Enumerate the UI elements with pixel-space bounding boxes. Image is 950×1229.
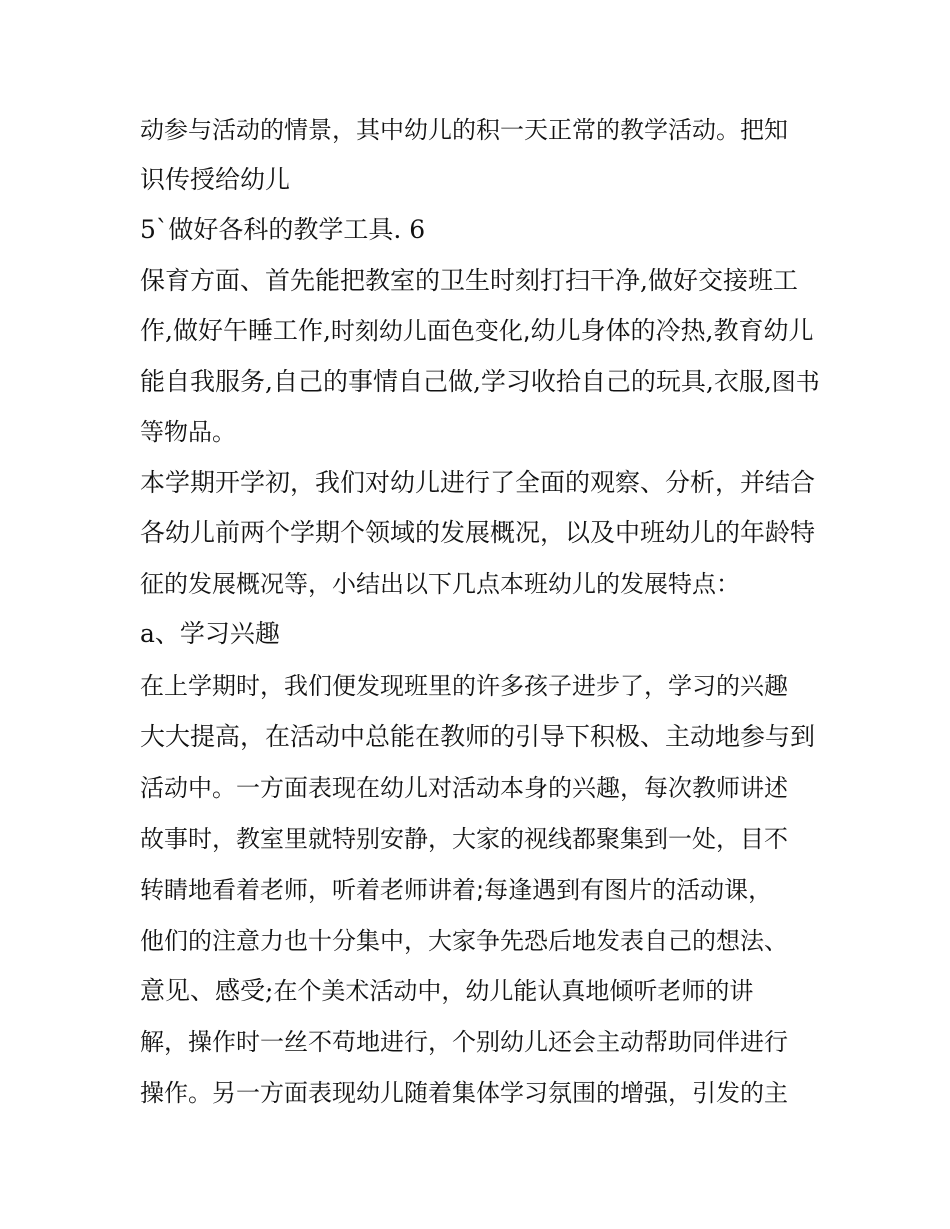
text-line-11: a、学习兴趣 — [140, 619, 280, 648]
text-line-10: 征的发展概况等，小结出以下几点本班幼儿的发展特点： — [140, 570, 740, 598]
text-segment: 意见、感受; — [140, 976, 274, 1005]
text-segment: 幼儿身体的冷热,教育幼儿 — [530, 316, 814, 345]
text-line-20: 操作。另一方面表现幼儿随着集体学习氛围的增强，引发的主 — [140, 1079, 788, 1107]
text-line-3: 5`做好各科的教学工具. 6 — [140, 215, 426, 244]
text-line-9: 各幼儿前两个学期个领域的发展概况，以及中班幼儿的年龄特 — [140, 518, 816, 547]
text-line-1: 动参与活动的情景，其中幼儿的积一天正常的教学活动。把知 — [140, 116, 788, 144]
text-line-18 — [140, 974, 753, 1008]
text-line-19: 解，操作时一丝不苟地进行，个别幼儿还会主动帮助同伴进行 — [140, 1028, 788, 1056]
text-segment-highlight: 时刻幼儿面色变化, — [330, 317, 531, 345]
text-line-2: 识传授给幼儿 — [140, 165, 291, 194]
text-line-14: 活动中。一方面表现在幼儿对活动本身的兴趣，每次教师讲述 — [140, 774, 788, 802]
text-line-7: 等物品。 — [140, 418, 236, 446]
text-line-5 — [140, 314, 814, 348]
text-line-6 — [140, 365, 820, 399]
text-line-13: 大大提高，在活动中总能在教师的引导下积极、主动地参与到 — [140, 722, 816, 751]
text-segment: 作,做好午睡工作, — [140, 316, 331, 345]
text-segment: 能自我服务,自己的事情自己做,学习收拾自己的玩具,衣服, — [140, 367, 772, 396]
text-line-17: 他们的注意力也十分集中，大家争先恐后地发表自己的想法、 — [140, 927, 788, 955]
text-line-15: 故事时，教室里就特别安静，大家的视线都聚集到一处，目不 — [140, 825, 788, 853]
text-segment-highlight: 图书 — [771, 368, 820, 396]
text-segment-highlight: 在个美术活动中，幼儿能认真地倾听老师的讲 — [273, 977, 754, 1005]
text-line-16: 转睛地看着老师，听着老师讲着;每逢遇到有图片的活动课， — [140, 876, 773, 904]
text-line-8: 本学期开学初，我们对幼儿进行了全面的观察、分析，并结合 — [140, 468, 816, 497]
text-line-4: 保育方面、首先能把教室的卫生时刻打扫干净,做好交接班工 — [140, 266, 798, 295]
text-line-12: 在上学期时，我们便发现班里的许多孩子进步了，学习的兴趣 — [140, 672, 788, 700]
